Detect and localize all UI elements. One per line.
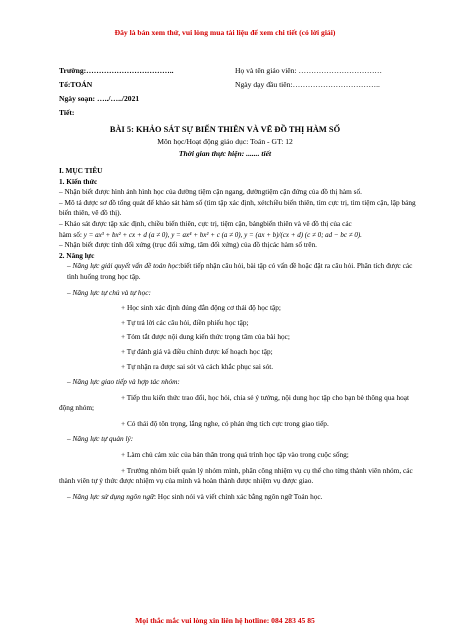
self-study-list [59,303,425,372]
competence-communication [59,377,425,388]
subject-line: Môn học/Hoạt động giáo dục: Toán - GT: 12 [157,137,293,146]
function-list-prefix: hàm số: [59,229,82,239]
competence-communication-label: Năng lực giao tiếp và hợp tác nhóm: [72,377,180,387]
section-heading-objectives: I. MỤC TIÊU [59,166,103,175]
self-study-item: + Học sinh xác định đúng đắn động cơ thái độ học tập; [121,303,281,313]
communication-item-2: + Có thái độ tôn trọng, lắng nghe, có phản ứng tích cực trong giao tiếp. [121,418,329,428]
quartic-formula: y = ax⁴ + bx² + c (a ≠ 0), [171,230,243,239]
competence-problem-solving [59,261,425,282]
group-field: Tổ:TOÁN [59,80,93,89]
hotline-banner: Mọi thắc mắc vui lòng xin liên hệ hotline: 084 283 45 85 [135,616,315,625]
competence-problem-solving-text: :biết tiếp nhận câu hỏi, bài tập có vấn đề hoặc đặt ra câu hỏi. Phân tích được các tình huống trong học tập. [67,261,413,281]
lesson-body [59,160,425,502]
school-field: Trường:…………………………….. [59,66,174,75]
self-study-item: + Tự trả lời các câu hỏi, điền phiếu học tập; [121,317,249,327]
cubic-formula: y = ax³ + bx² + cx + d (a ≠ 0), [83,230,170,239]
self-study-item: + Tự nhận ra được sai sót và cách khắc phục sai sót. [121,361,274,371]
prep-date-field: Ngày soạn: …../…../2021 [59,94,140,103]
competence-self-management [59,434,425,445]
subsection-heading-knowledge: 1. Kiến thức [59,176,98,186]
knowledge-item-4: – Nhận biết được tính đối xứng (trục đối xứng, tâm đối xứng) của đồ thịcác hàm số trên. [59,240,317,250]
self-study-item: + Tóm tắt được nội dung kiến thức trọng tâm của bài học; [121,332,290,342]
knowledge-item-1: – Nhận biết được hình ảnh hình học của đường tiệm cận ngang, đườngtiệm cận đứng của đồ thị hàm số. [59,187,362,197]
teach-date-field: Ngày dạy đầu tiên:…………………………….. [235,80,380,89]
communication-item-1: + Tiếp thu kiến thức trao đổi, học hỏi, chia sẻ ý tưởng, nội dung học tập cho bạn bè thông qua hoạt động nhóm; [59,392,410,413]
self-management-item-1: + Làm chủ cảm xúc của bản thân trong quá trình học tập vào trong cuộc sống; [121,450,349,460]
knowledge-item-2: – Mô tả được sơ đồ tổng quát để khảo sát hàm số (tìm tập xác định, xétchiều biến thiên, tìm cực trị, tìm tiệm cận, lập bảng biến thiên, vẽ đồ thị). [59,197,416,218]
competence-self-management-label: Năng lực tự quản lý: [72,434,134,444]
teacher-field: Họ và tên giáo viên: …………………………… [235,66,383,75]
preview-banner: Đây là bản xem thử, vui lòng mua tài liệu để xem chi tiết (có lời giải) [114,28,336,37]
period-field: Tiết: [59,108,75,117]
rational-formula: y = (ax + b)/(cx + d) (c ≠ 0; ad − bc ≠ 0). [244,230,362,239]
competence-self-study-label: Năng lực tự chủ và tự học: [72,287,151,297]
competence-language-text: : Học sinh nói và viết chính xác bằng ngôn ngữ Toán học. [153,491,323,501]
duration-line: Thời gian thực hiện: ....... tiết [178,149,272,158]
competence-language-label: Năng lực sử dụng ngôn ngữ [72,491,154,501]
lesson-title: BÀI 5: KHẢO SÁT SỰ BIẾN THIÊN VÀ VẼ ĐỒ THỊ HÀM SỐ [109,125,341,134]
self-management-item-2: + Trưởng nhóm biết quản lý nhóm mình, phân công nhiệm vụ cụ thể cho từng thành viên nhóm, các thành viên tự ý thức được nhiệm vụ của mình và hoàn thành được nhiệm vụ được giao. [59,465,413,486]
competence-language [59,492,425,503]
knowledge-item-3: – Khảo sát được tập xác định, chiều biến thiên, cực trị, tiệm cận, bảngbiến thiên và vẽ đồ thị của các [59,218,352,228]
self-study-item: + Tự đánh giá và điều chỉnh được kế hoạch học tập; [121,346,273,356]
competence-problem-solving-label: Năng lực giải quyết vấn đề toán học [72,261,179,271]
function-list [59,230,425,241]
competence-self-study [59,288,425,299]
subsection-heading-competence: 2. Năng lực [59,250,95,260]
